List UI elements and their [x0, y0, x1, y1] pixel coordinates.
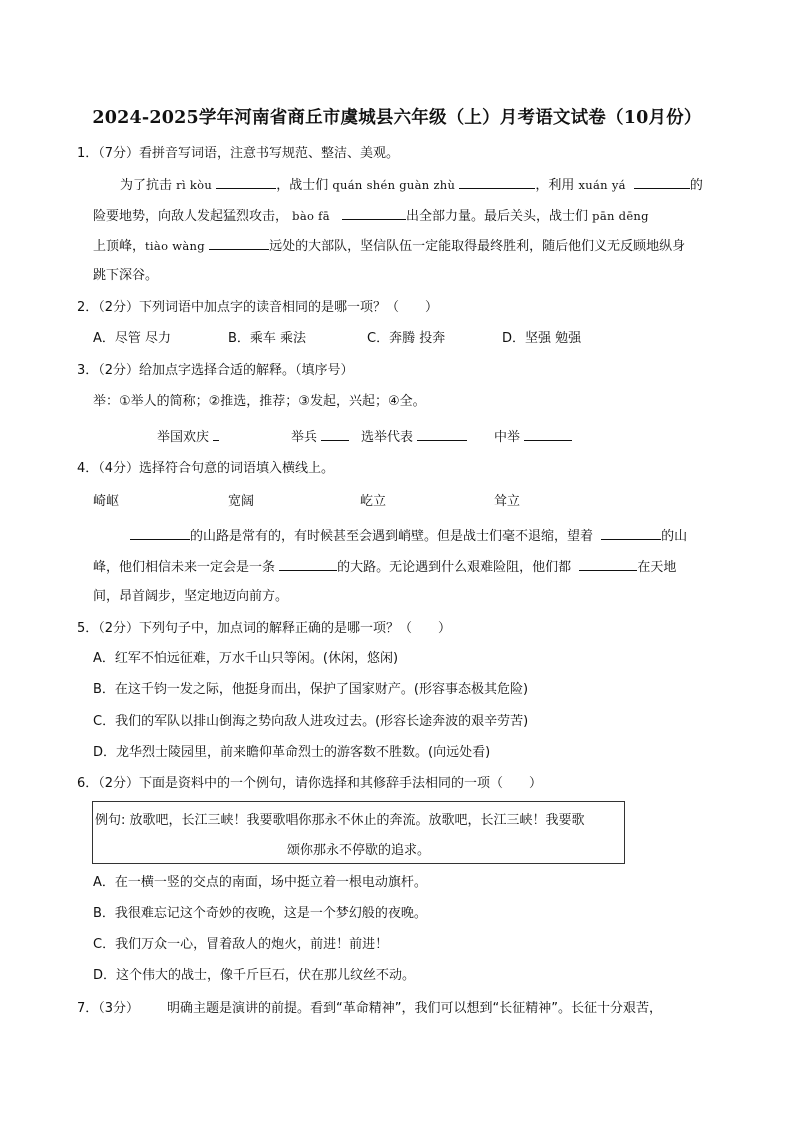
- q3-word-1: [157, 427, 219, 447]
- q4-text: 的山路是常有的，有时候甚至会遇到峭壁。但是战士们毫不退缩，望着: [190, 529, 594, 544]
- q3-word-text: 举国欢庆: [157, 430, 210, 445]
- q1-pinyin-1: rì kòu: [176, 178, 213, 192]
- q1-text: 上顶峰，: [93, 239, 146, 254]
- q3-word-3: [361, 427, 467, 447]
- q5-option-a[interactable]: A．红军不怕远征难，万水千山只等闲。(休闲，悠闲): [93, 651, 399, 666]
- q3-answer-blank-3[interactable]: [417, 427, 467, 441]
- q7-line-1: [77, 1000, 662, 1018]
- q3-word-2: [291, 427, 349, 447]
- q1-line-4: 跳下深谷。: [93, 268, 159, 283]
- q1-pinyin-5: pān dēng: [592, 209, 649, 223]
- q4-answer-blank-1[interactable]: [130, 526, 190, 540]
- q1-line-2: [93, 206, 649, 226]
- q7-text: 明确主题是演讲的前提。看到“革命精神”，我们可以想到“长征精神”。长征十分艰苦，: [167, 1001, 662, 1016]
- q1-text: 远处的大部队，坚信队伍一定能取得最终胜利，随后他们义无反顾地纵身: [269, 239, 686, 254]
- q1-answer-blank-6[interactable]: [209, 236, 269, 250]
- q1-answer-blank-1[interactable]: [216, 175, 276, 189]
- q1-text: 险要地势，向敌人发起猛烈攻击，: [93, 209, 289, 224]
- q6-option-b[interactable]: B．我很难忘记这个奇妙的夜晚，这是一个梦幻般的夜晚。: [93, 906, 427, 921]
- q1-pinyin-6: tiào wàng: [145, 239, 205, 253]
- q1-text: 出全部力量。最后关头，战士们: [406, 209, 589, 224]
- q3-word-text: 举兵: [291, 430, 318, 445]
- q4-answer-blank-3[interactable]: [279, 557, 337, 571]
- q6-example-box: [92, 801, 625, 864]
- q1-text: 为了抗击: [120, 178, 173, 193]
- q3-stem: 3．（2分）给加点字选择合适的解释。（填序号）: [77, 363, 354, 378]
- q1-answer-blank-2[interactable]: [459, 175, 535, 189]
- q4-word-1: 崎岖: [93, 494, 120, 509]
- q4-text: 的山: [661, 529, 688, 544]
- q7-number: 7．（3分）: [77, 1001, 140, 1016]
- q2-option-d[interactable]: D．坚强 勉强: [502, 331, 582, 346]
- q6-example-line-2: 颂你那永不停歇的追求。: [286, 843, 430, 858]
- q5-stem: 5．（2分）下列句子中，加点词的解释正确的是哪一项？（ ）: [77, 621, 452, 636]
- q4-answer-blank-4[interactable]: [579, 557, 637, 571]
- q6-option-d[interactable]: D．这个伟大的战士，像千斤巨石，伏在那儿纹丝不动。: [93, 968, 416, 983]
- q2-option-c[interactable]: C．奔腾 投奔: [367, 331, 446, 346]
- q3-answer-blank-4[interactable]: [524, 427, 572, 441]
- q5-option-b[interactable]: B．在这千钧一发之际，他挺身而出，保护了国家财产。(形容事态极其危险): [93, 682, 529, 697]
- q4-word-3: 屹立: [360, 494, 387, 509]
- q4-stem: 4．（4分）选择符合句意的词语填入横线上。: [77, 461, 335, 476]
- q5-option-c[interactable]: C．我们的军队以排山倒海之势向敌人进攻过去。(形容长途奔波的艰辛劳苦): [93, 714, 529, 729]
- q3-word-text: 中举: [494, 430, 521, 445]
- q6-option-c[interactable]: C．我们万众一心，冒着敌人的炮火，前进！前进！: [93, 937, 389, 952]
- q6-stem: 6．（2分）下面是资料中的一个例句，请你选择和其修辞手法相同的一项（ ）: [77, 776, 543, 791]
- q3-answer-blank-2[interactable]: [321, 427, 349, 441]
- page-title: 2024-2025学年河南省商丘市虞城县六年级（上）月考语文试卷（10月份）: [92, 108, 702, 128]
- q4-text: 峰，他们相信未来一定会是一条: [93, 560, 276, 575]
- q6-option-a[interactable]: A．在一横一竖的交点的南面，场中挺立着一根电动旗杆。: [93, 875, 427, 890]
- q4-line-1: [130, 526, 687, 546]
- q5-option-d[interactable]: D．龙华烈士陵园里，前来瞻仰革命烈士的游客数不胜数。(向远处看): [93, 745, 491, 760]
- q1-stem: 1．（7分）看拼音写词语，注意书写规范、整洁、美观。: [77, 146, 400, 161]
- q2-option-a[interactable]: A．尽管 尽力: [93, 331, 172, 346]
- q4-word-4: 耸立: [494, 494, 521, 509]
- q4-text: 在天地: [637, 560, 677, 575]
- q3-word-text: 选举代表: [361, 430, 414, 445]
- q3-word-4: [494, 427, 572, 447]
- q1-line-1: [120, 175, 703, 195]
- q3-answer-blank-1[interactable]: [213, 427, 219, 441]
- q1-text: 的: [689, 178, 703, 193]
- q3-definitions: 举：①举人的简称；②推选，推荐；③发起，兴起；④全。: [93, 394, 426, 409]
- q1-pinyin-2: quán shén guàn zhù: [332, 178, 456, 192]
- q1-line-3: [93, 236, 685, 256]
- q1-answer-blank-3[interactable]: [634, 175, 690, 189]
- q4-word-2: 宽阔: [228, 494, 255, 509]
- q2-stem: 2．（2分）下列词语中加点字的读音相同的是哪一项？（ ）: [77, 300, 439, 315]
- q1-answer-blank-4[interactable]: [342, 206, 406, 220]
- q1-text: ，战士们: [276, 178, 329, 193]
- q1-text: ，利用: [535, 178, 575, 193]
- q4-line-3: 间，昂首阔步，坚定地迈向前方。: [93, 589, 289, 604]
- q4-text: 的大路。无论遇到什么艰难险阻，他们都: [337, 560, 572, 575]
- q4-answer-blank-2[interactable]: [601, 526, 661, 540]
- q1-pinyin-3: xuán yá: [578, 178, 626, 192]
- q1-pinyin-4: bào fā: [292, 209, 330, 223]
- q4-line-2: [93, 557, 676, 577]
- q6-example-line-1: 例句: 放歌吧，长江三峡！我要歌唱你那永不休止的奔流。放歌吧，长江三峡！我要歌: [95, 813, 585, 828]
- q2-option-b[interactable]: B．乘车 乘法: [228, 331, 307, 346]
